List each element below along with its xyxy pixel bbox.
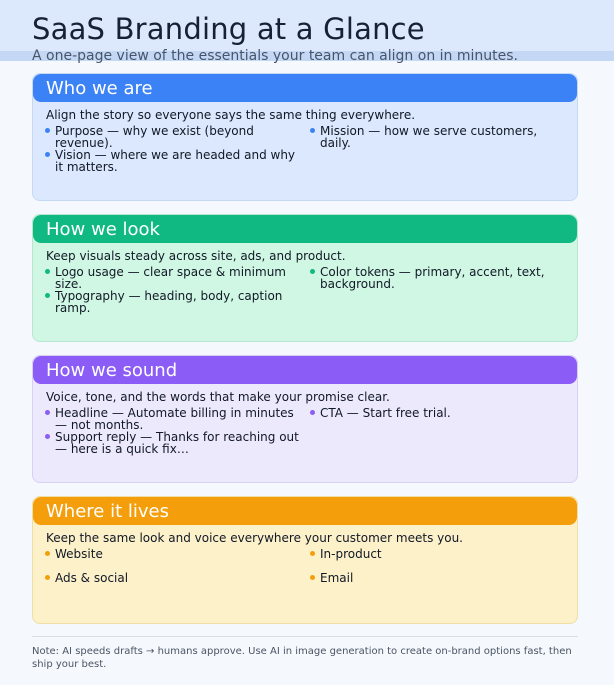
list-item-text: Color tokens — primary, accent, text, background. xyxy=(320,265,545,291)
list-item-text: Support reply — Thanks for reaching out — here is a quick fix… xyxy=(55,430,299,456)
bullet-dot-icon xyxy=(310,410,315,415)
bullet-dot-icon xyxy=(310,128,315,133)
bullet-list xyxy=(45,548,577,596)
bullet-dot-icon xyxy=(310,575,315,580)
bullet-dot-icon xyxy=(45,128,50,133)
list-item xyxy=(45,548,299,572)
bullet-dot-icon xyxy=(45,269,50,274)
bullet-dot-icon xyxy=(45,410,50,415)
section-heading: How we sound xyxy=(33,356,577,384)
section-how-we-look xyxy=(32,214,578,342)
list-item-text: Website xyxy=(55,547,103,561)
list-item-text: Mission — how we serve customers, daily. xyxy=(320,124,538,150)
section-intro: Keep visuals steady across site, ads, and product. xyxy=(46,249,346,263)
section-how-we-sound xyxy=(32,355,578,483)
footer-divider xyxy=(32,636,578,637)
list-item xyxy=(45,431,299,455)
section-intro: Keep the same look and voice everywhere your customer meets you. xyxy=(46,531,463,545)
list-item-text: CTA — Start free trial. xyxy=(320,406,451,420)
list-item-text: In-product xyxy=(320,547,382,561)
bullet-dot-icon xyxy=(45,293,50,298)
list-item xyxy=(45,407,299,431)
list-item-text: Typography — heading, body, caption ramp. xyxy=(55,289,283,315)
list-item-text: Purpose — why we exist (beyond revenue). xyxy=(55,124,254,150)
list-item xyxy=(310,407,564,431)
section-heading: How we look xyxy=(33,215,577,243)
list-item xyxy=(310,125,564,149)
page-subtitle: A one-page view of the essentials your team can align on in minutes. xyxy=(32,48,518,64)
bullet-list xyxy=(45,266,577,314)
bullet-dot-icon xyxy=(310,551,315,556)
list-item xyxy=(45,290,299,314)
section-heading: Where it lives xyxy=(33,497,577,525)
list-item xyxy=(45,125,299,149)
list-item-text: Ads & social xyxy=(55,571,129,585)
list-item-text: Email xyxy=(320,571,354,585)
list-item xyxy=(45,266,299,290)
list-item xyxy=(310,572,564,596)
bullet-dot-icon xyxy=(45,551,50,556)
page-title: SaaS Branding at a Glance xyxy=(32,12,425,46)
section-intro: Align the story so everyone says the same thing everywhere. xyxy=(46,108,416,122)
section-intro: Voice, tone, and the words that make your promise clear. xyxy=(46,390,390,404)
list-item xyxy=(310,548,564,572)
bullet-list xyxy=(45,125,577,173)
list-item xyxy=(45,149,299,173)
footer-note: Note: AI speeds drafts → humans approve. Use AI in image generation to create on-brand options fast, then ship your best. xyxy=(32,646,572,670)
list-item xyxy=(310,266,564,290)
section-where-it-lives xyxy=(32,496,578,624)
section-heading: Who we are xyxy=(33,74,577,102)
list-item-text: Vision — where we are headed and why it matters. xyxy=(55,148,296,174)
bullet-dot-icon xyxy=(45,575,50,580)
bullet-dot-icon xyxy=(310,269,315,274)
bullet-list xyxy=(45,407,577,455)
list-item xyxy=(45,572,299,596)
list-item-text: Logo usage — clear space & minimum size. xyxy=(55,265,286,291)
bullet-dot-icon xyxy=(45,152,50,157)
bullet-dot-icon xyxy=(45,434,50,439)
section-who-we-are xyxy=(32,73,578,201)
list-item-text: Headline — Automate billing in minutes — not months. xyxy=(55,406,294,432)
